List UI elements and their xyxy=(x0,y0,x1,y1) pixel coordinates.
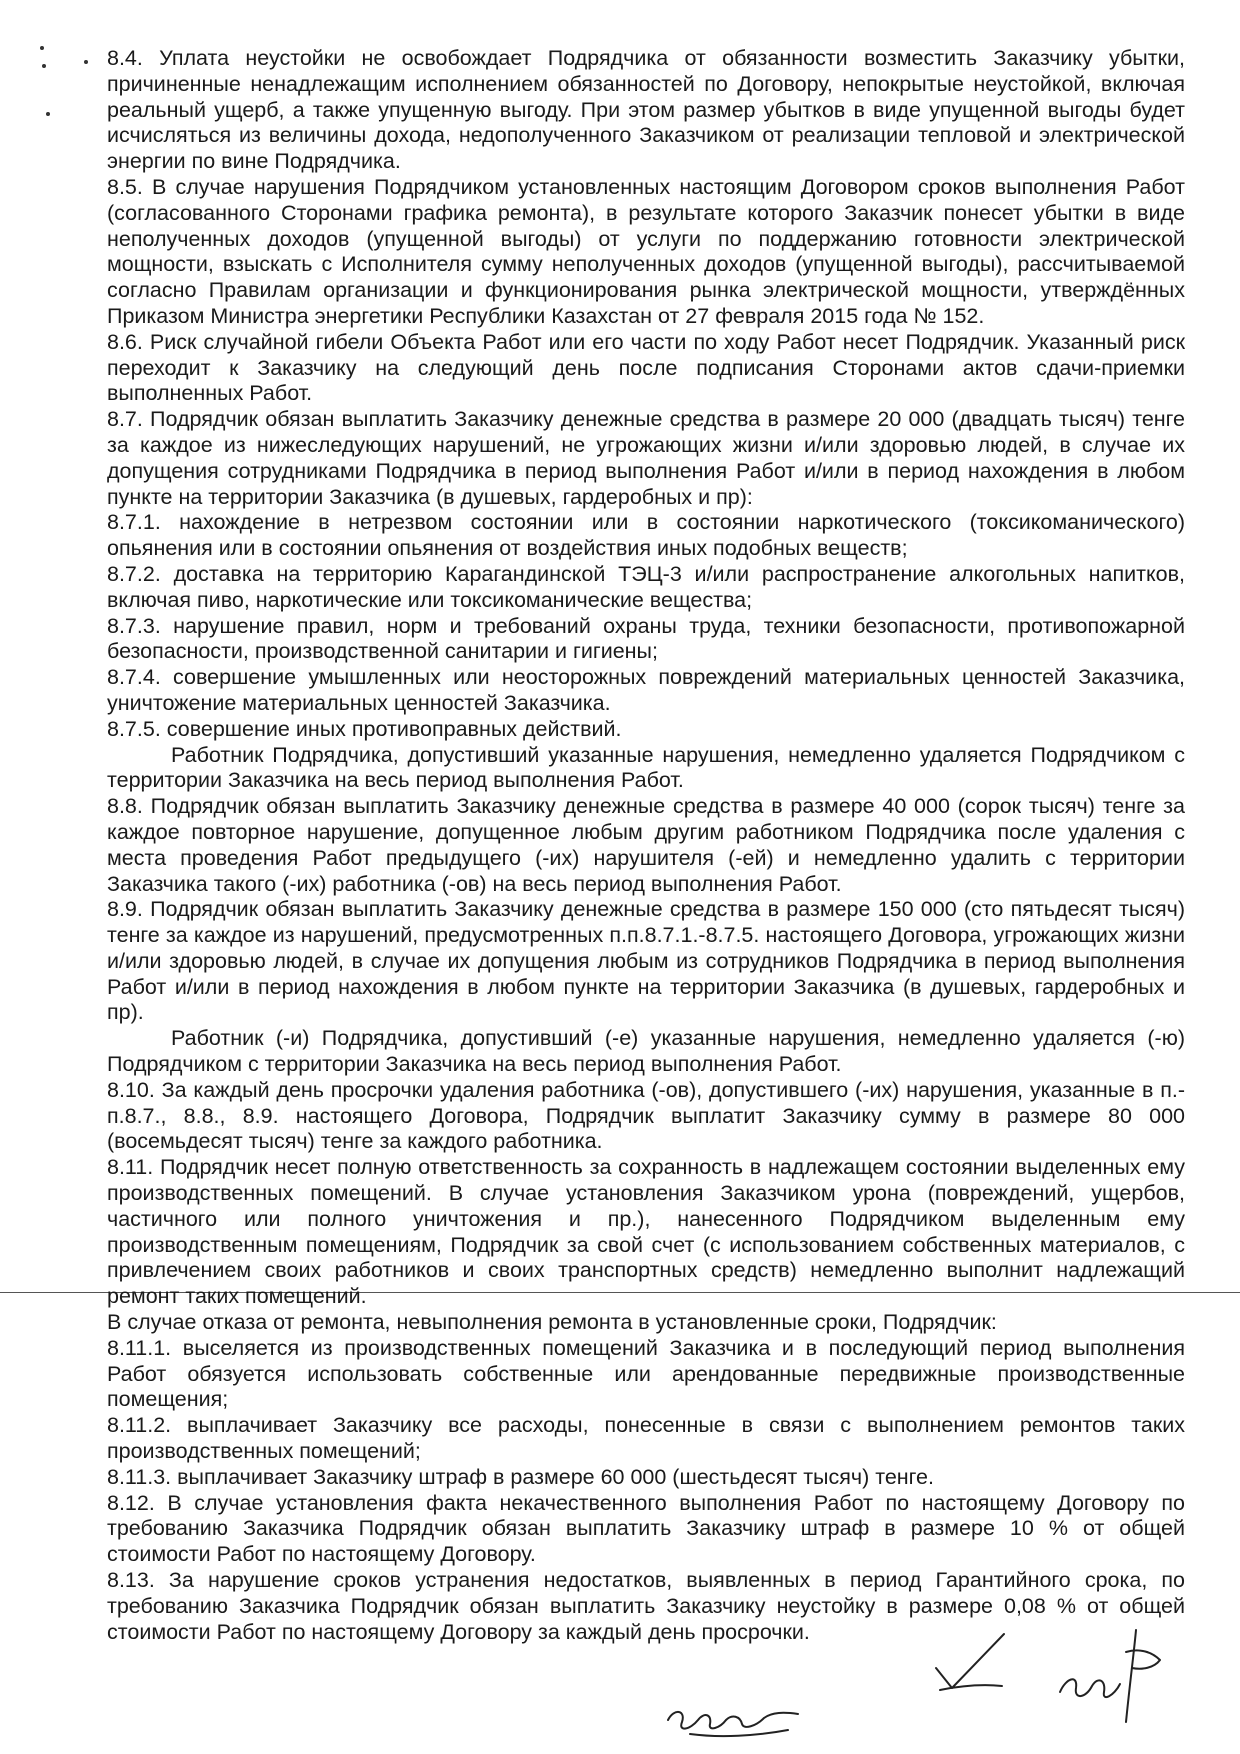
clause-8-11: 8.11. Подрядчик несет полную ответственность за сохранность в надлежащем состоянии выделенных ему производственных помещений. В случае установления Заказчиком урона (повреждений, ущербов, частичного или полного уничтожения и пр.), нанесенного Подрядчиком выделенным ему производственным помещениям, Подрядчик за свой счет (с использованием собственных материалов, с привлечением своих работников и своих транспортных средств) немедленно выполнит надлежащий ремонт таких помещений. xyxy=(107,1155,1185,1309)
clause-8-11-2: 8.11.2. выплачивает Заказчику все расходы, понесенные в связи с выполнением ремонтов таких производственных помещений; xyxy=(107,1413,1185,1464)
scan-mark xyxy=(40,46,44,50)
clause-8-7-3: 8.7.3. нарушение правил, норм и требований охраны труда, техники безопасности, противопожарной безопасности, производственной санитарии и гигиены; xyxy=(107,613,1185,664)
scan-mark xyxy=(46,112,50,116)
clause-8-9-note: Работник (-и) Подрядчика, допустивший (-е) указанные нарушения, немедленно удаляется (-ю) Подрядчиком с территории Заказчика на весь период выполнения Работ. xyxy=(107,1026,1185,1077)
clause-8-13: 8.13. За нарушение сроков устранения недостатков, выявленных в период Гарантийного срока, по требованию Заказчика Подрядчик обязан выплатить Заказчику неустойку в размере 0,08 % от общей стоимости Работ по настоящему Договору за каждый день просрочки. xyxy=(107,1568,1185,1644)
clause-8-11-refusal: В случае отказа от ремонта, невыполнения ремонта в установленные сроки, Подрядчик: xyxy=(107,1310,997,1335)
clause-8-6: 8.6. Риск случайной гибели Объекта Работ или его части по ходу Работ несет Подрядчик. Указанный риск переходит к Заказчику на следующий день после подписания Сторонами актов сдачи-приемки выполненных Работ. xyxy=(107,329,1185,406)
clause-8-5: 8.5. В случае нарушения Подрядчиком установленных настоящим Договором сроков выполнения Работ (согласованного Сторонами графика ремонта), в результате которого Заказчик понесет убытки в виде неполученных доходов (упущенной выгоды) от услуги по поддержанию готовности электрической мощности, взыскать с Исполнителя сумму неполученных доходов (упущенной выгоды), рассчитываемой согласно Правилам организации и функционирования рынка электрической мощности, утверждённых Приказом Министра энергетики Республики Казахстан от 27 февраля 2015 года № 152. xyxy=(107,174,1185,328)
scan-mark xyxy=(84,60,88,64)
clause-8-7-1: 8.7.1. нахождение в нетрезвом состоянии или в состоянии наркотического (токсикоманического) опьянения или в состоянии опьянения от воздействия иных подобных веществ; xyxy=(107,510,1185,561)
scan-mark xyxy=(42,64,46,68)
clause-8-12: 8.12. В случае установления факта некачественного выполнения Работ по настоящему Договору по требованию Заказчика Подрядчик обязан выплатить Заказчику штраф в размере 10 % от общей стоимости Работ по настоящему Договору. xyxy=(107,1490,1185,1567)
signature-left xyxy=(660,1690,810,1745)
clause-8-7-4: 8.7.4. совершение умышленных или неосторожных повреждений материальных ценностей Заказчика, уничтожение материальных ценностей Заказчика. xyxy=(107,665,1185,715)
clause-8-8: 8.8. Подрядчик обязан выплатить Заказчику денежные средства в размере 40 000 (сорок тысяч) тенге за каждое повторное нарушение, допущенное любым другим работником Подрядчика после удаления с места проведения Работ предыдущего (-их) нарушителя (-ей) и немедленно удалить с территории Заказчика такого (-их) работника (-ов) на весь период выполнения Работ. xyxy=(107,794,1185,896)
signature-right xyxy=(1050,1622,1170,1732)
clause-8-7-2: 8.7.2. доставка на территорию Карагандинской ТЭЦ-3 и/или распространение алкогольных напитков, включая пиво, наркотические или токсикоманические вещества; xyxy=(107,561,1185,612)
clause-8-9: 8.9. Подрядчик обязан выплатить Заказчику денежные средства в размере 150 000 (сто пятьдесят тысяч) тенге за каждое из нарушений, предусмотренных п.п.8.7.1.-8.7.5. настоящего Договора, угрожающих жизни и/или здоровью людей, в случае их допущения любым из сотрудников Подрядчика в период выполнения Работ и/или в период нахождения в любом пункте на территории Заказчика (в душевых, гардеробных и пр). xyxy=(107,897,1185,1025)
contract-page xyxy=(107,46,1185,1645)
clause-8-7-5: 8.7.5. совершение иных противоправных действий. xyxy=(107,716,622,741)
clause-8-10: 8.10. За каждый день просрочки удаления работника (-ов), допустившего (-их) нарушения, указанные в п.-п.8.7., 8.8., 8.9. настоящего Договора, Подрядчик выплатит Заказчику сумму в размере 80 000 (восемьдесят тысяч) тенге за каждого работника. xyxy=(107,1077,1185,1154)
clause-8-7: 8.7. Подрядчик обязан выплатить Заказчику денежные средства в размере 20 000 (двадцать тысяч) тенге за каждое из нижеследующих нарушений, не угрожающих жизни и/или здоровью людей, в случае их допущения сотрудниками Подрядчика в период выполнения Работ и/или в период нахождения в любом пункте на территории Заказчика (в душевых, гардеробных и пр): xyxy=(107,407,1185,509)
clause-8-4: 8.4. Уплата неустойки не освобождает Подрядчика от обязанности возместить Заказчику убытки, причиненные ненадлежащим исполнением обязанностей по Договору, непокрытые неустойкой, включая реальный ущерб, а также упущенную выгоду. При этом размер убытков в виде упущенной выгоды будет исчисляться из величины дохода, недополученного Заказчиком от реализации тепловой и электрической энергии по вине Подрядчика. xyxy=(107,46,1185,174)
clause-8-7-note: Работник Подрядчика, допустивший указанные нарушения, немедленно удаляется Подрядчиком с территории Заказчика на весь период выполнения Работ. xyxy=(107,742,1185,793)
clause-8-11-1: 8.11.1. выселяется из производственных помещений Заказчика и в последующий период выполнения Работ обязуется использовать собственные или арендованные передвижные производственные помещения; xyxy=(107,1335,1185,1412)
clause-8-11-3: 8.11.3. выплачивает Заказчику штраф в размере 60 000 (шестьдесят тысяч) тенге. xyxy=(107,1464,934,1489)
signature-check-mark xyxy=(930,1628,1010,1698)
